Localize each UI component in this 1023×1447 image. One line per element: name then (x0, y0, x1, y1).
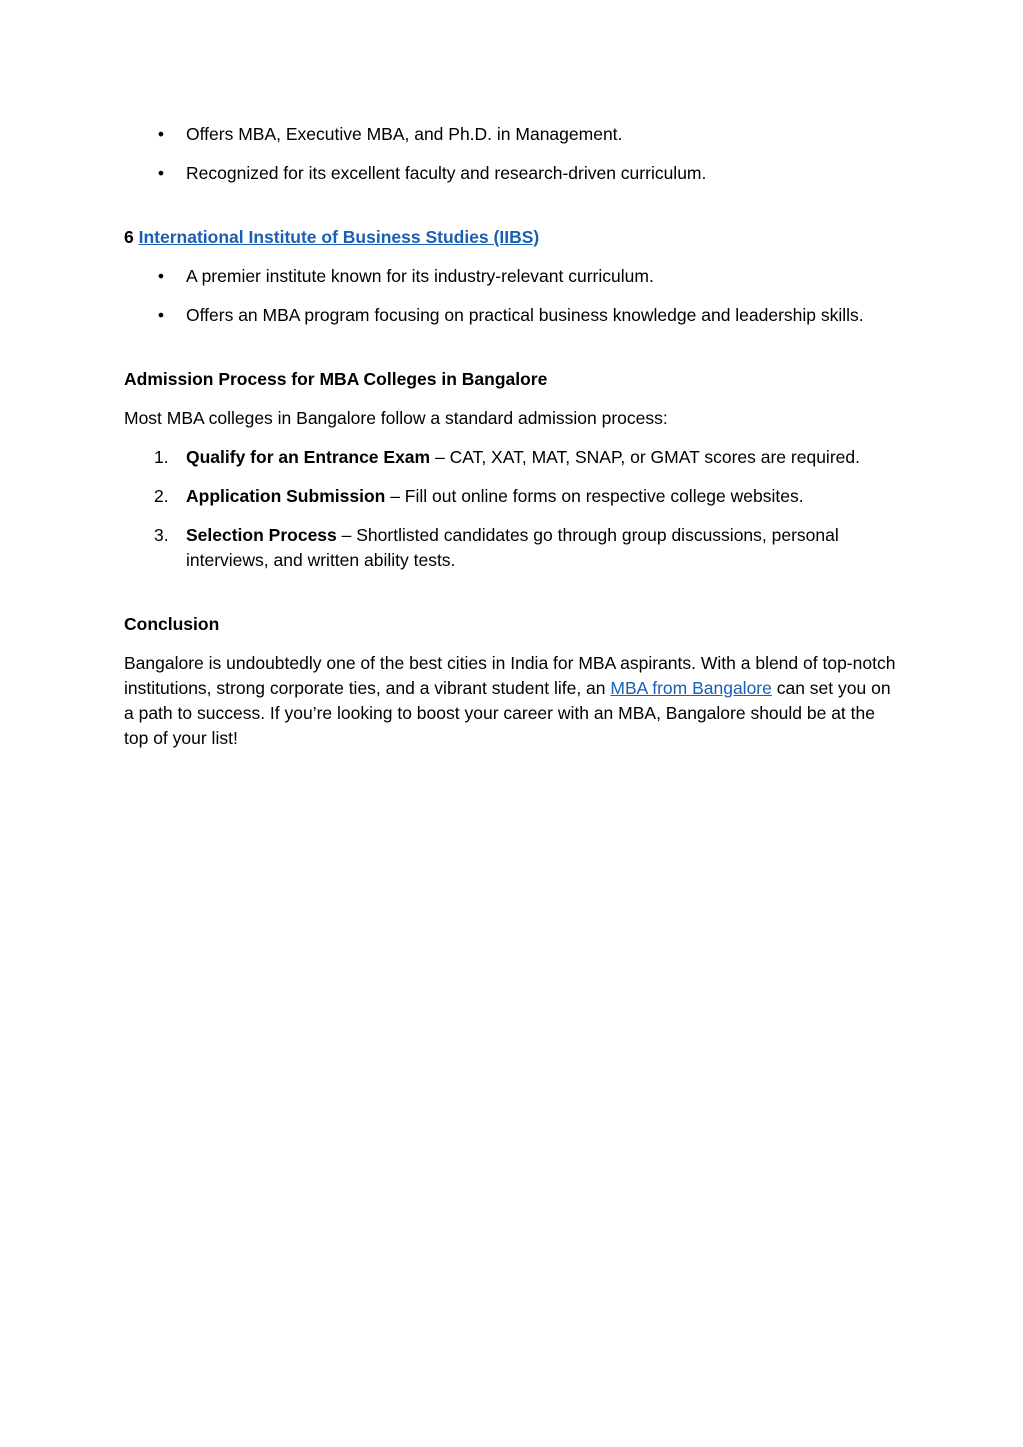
top-bullet-list (124, 122, 904, 186)
list-item (124, 303, 904, 328)
section-spacer (124, 587, 904, 612)
step-text: – CAT, XAT, MAT, SNAP, or GMAT scores are required. (430, 447, 860, 467)
section-6-heading (124, 225, 904, 250)
section-number: 6 (124, 227, 134, 247)
conclusion-heading: Conclusion (124, 614, 220, 634)
list-item-text: A premier institute known for its industry-relevant curriculum. (186, 266, 654, 286)
step-title: Qualify for an Entrance Exam (186, 447, 431, 467)
step-title: Application Submission (186, 486, 386, 506)
list-item (124, 484, 904, 509)
list-item (124, 161, 904, 186)
list-item (124, 122, 904, 147)
section-6-bullet-list (124, 264, 904, 328)
bullet-icon: • (157, 305, 165, 325)
conclusion-paragraph (124, 651, 904, 751)
admission-heading: Admission Process for MBA Colleges in Bangalore (124, 369, 548, 389)
bullet-icon: • (157, 124, 165, 144)
step-number: 1. (154, 447, 169, 467)
step-title: Selection Process (186, 525, 337, 545)
iibs-link[interactable]: International Institute of Business Studies (IIBS) (138, 227, 540, 247)
mba-from-bangalore-link[interactable]: MBA from Bangalore (610, 678, 772, 698)
step-text: – Fill out online forms on respective college websites. (385, 486, 804, 506)
conclusion-text-before: Bangalore is undoubtedly one of the best cities in India for MBA aspirants. With a blend of top-notch institutions, strong corporate ties, and a vibrant student life, an (124, 653, 896, 698)
list-item (124, 445, 904, 470)
admission-steps-list (124, 445, 904, 573)
step-number: 2. (154, 486, 169, 506)
list-item-text: Offers an MBA program focusing on practical business knowledge and leadership skills. (186, 305, 864, 325)
section-spacer (124, 342, 904, 367)
admission-intro: Most MBA colleges in Bangalore follow a standard admission process: (124, 408, 668, 428)
document-body (124, 122, 904, 765)
list-item-text: Offers MBA, Executive MBA, and Ph.D. in Management. (186, 124, 623, 144)
bullet-icon: • (157, 163, 165, 183)
bullet-icon: • (157, 266, 165, 286)
step-text: – Shortlisted candidates go through group discussions, personal interviews, and written ability tests. (186, 525, 839, 570)
step-number: 3. (154, 525, 169, 545)
section-spacer (124, 200, 904, 225)
list-item-text: Recognized for its excellent faculty and research-driven curriculum. (186, 163, 707, 183)
list-item (124, 523, 904, 573)
conclusion-text-after: can set you on a path to success. If you’re looking to boost your career with an MBA, Bangalore should be at the top of your list! (124, 678, 891, 748)
list-item (124, 264, 904, 289)
